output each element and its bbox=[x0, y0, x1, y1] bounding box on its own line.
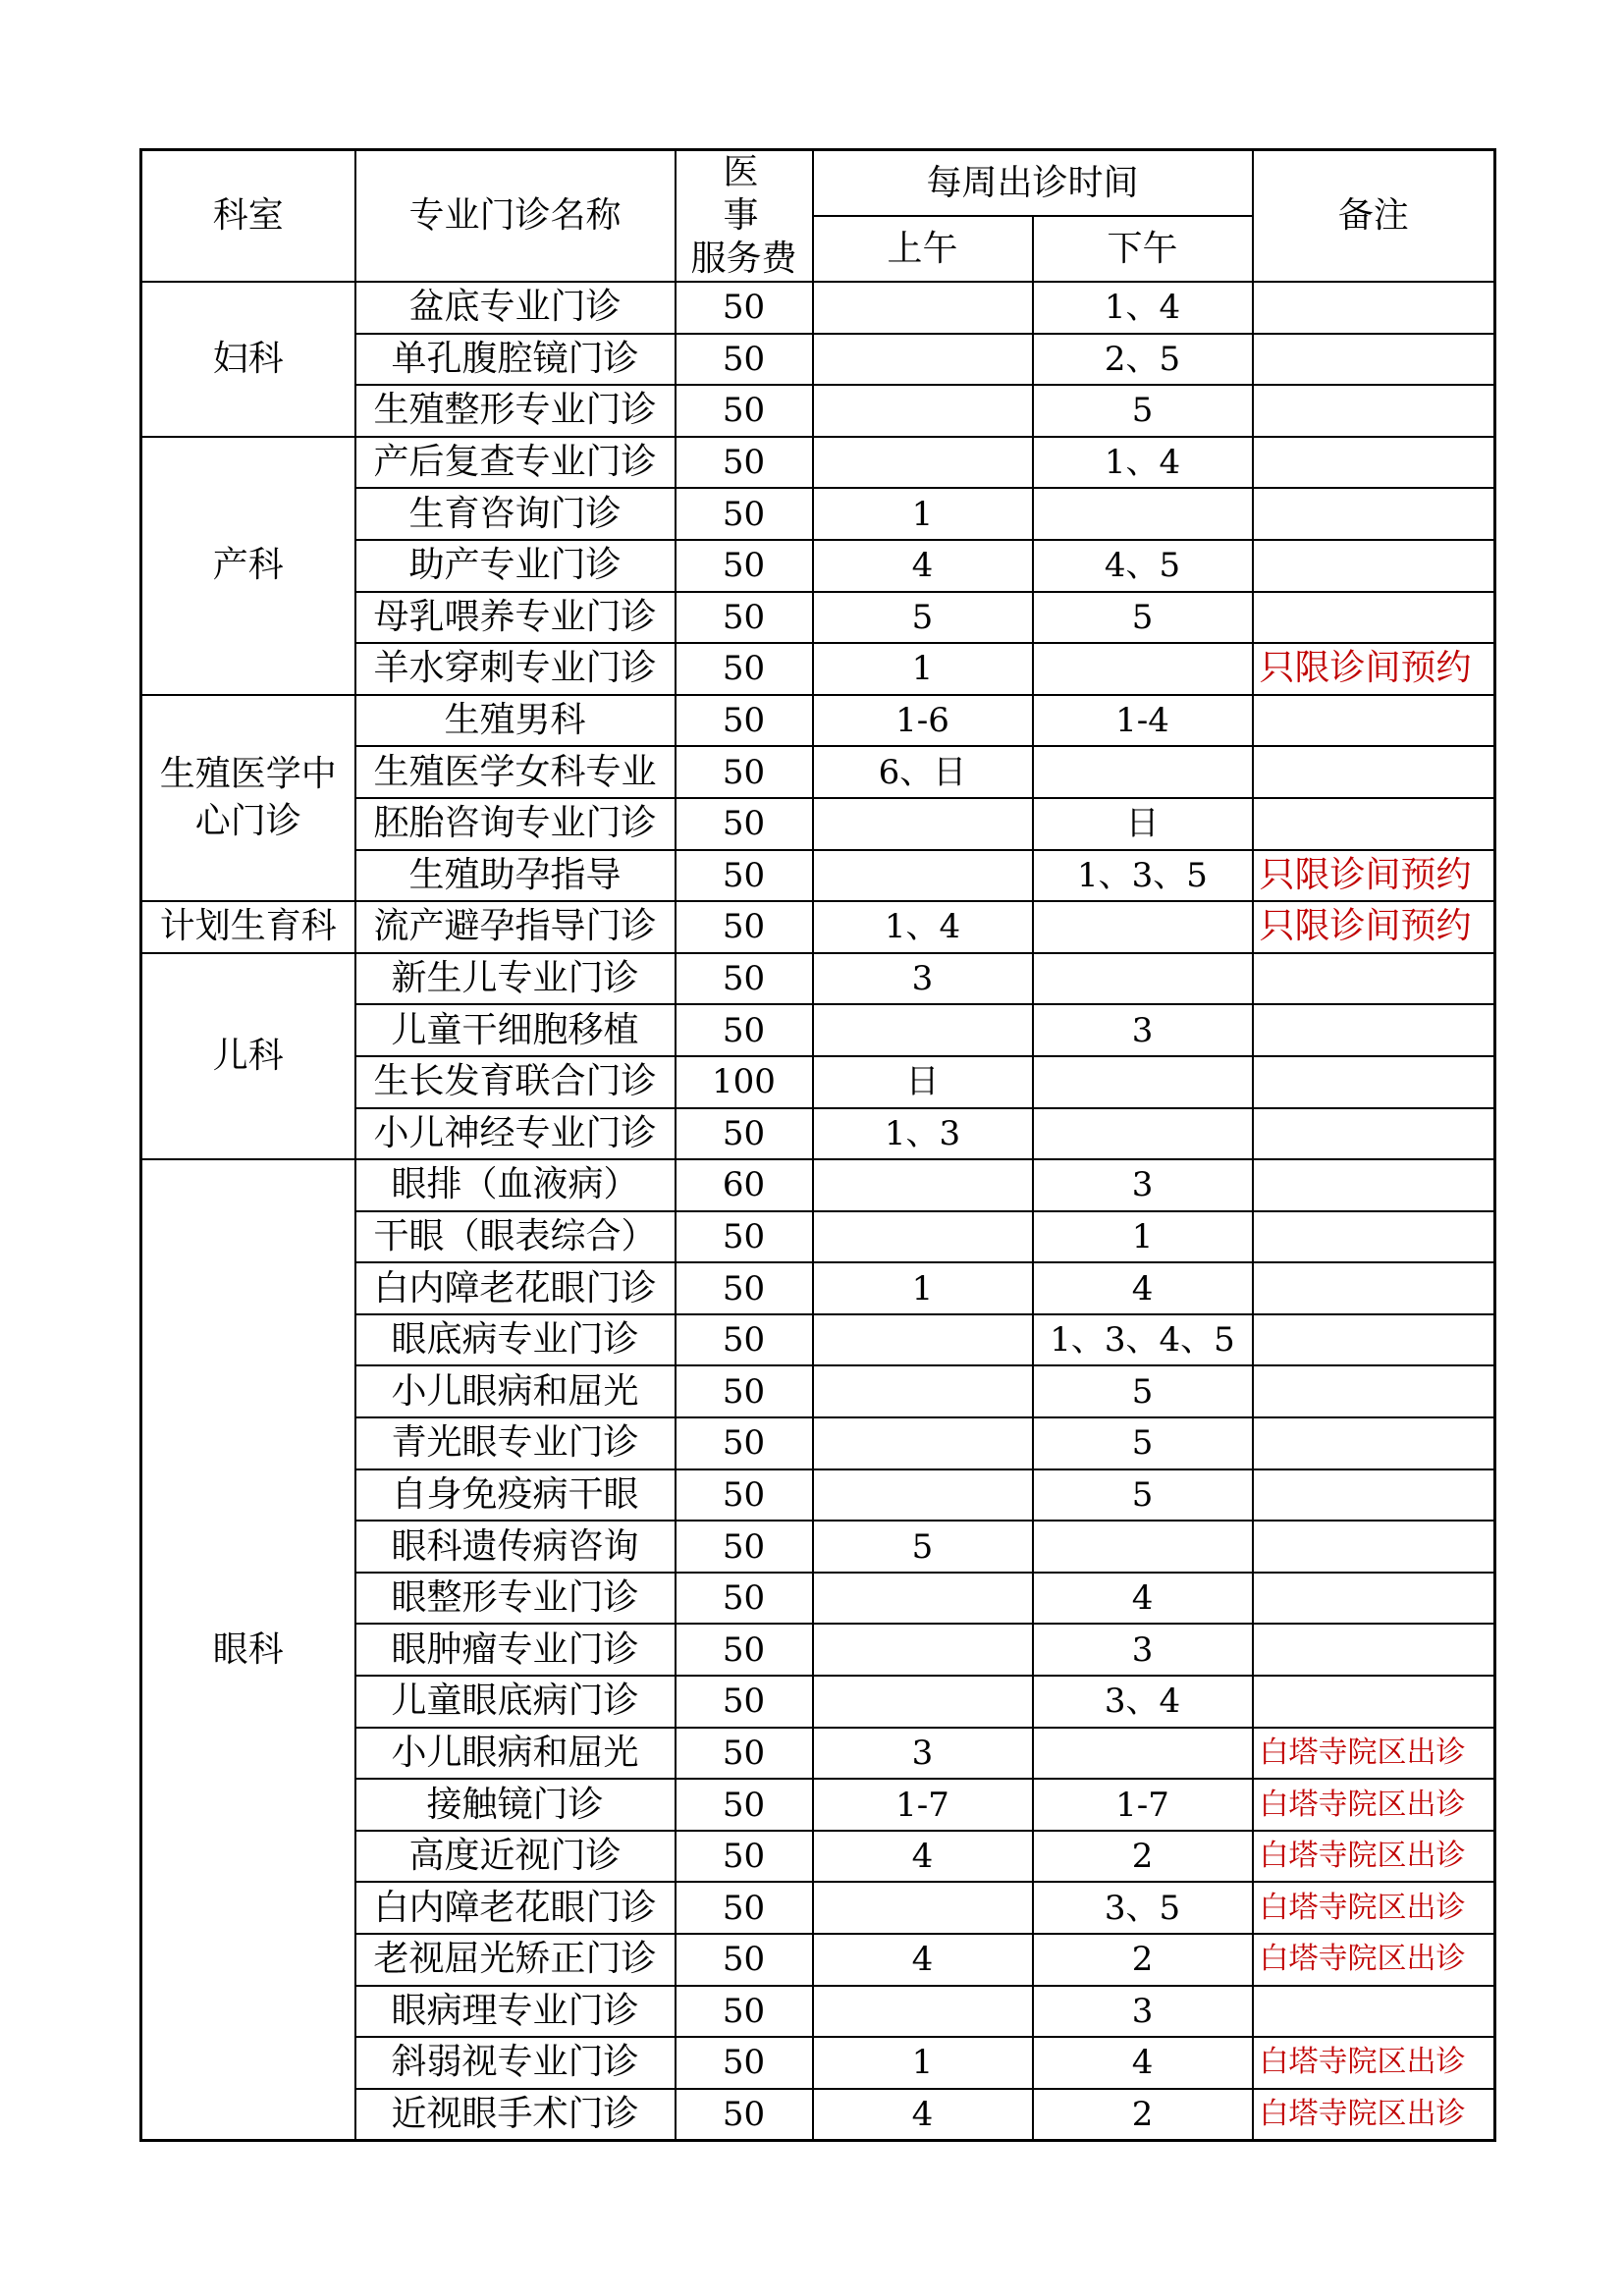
dept-cell: 妇科 bbox=[141, 282, 355, 437]
morning-cell: 1 bbox=[813, 643, 1033, 695]
afternoon-cell: 2 bbox=[1033, 1934, 1253, 1986]
afternoon-cell: 5 bbox=[1033, 1417, 1253, 1469]
morning-cell bbox=[813, 437, 1033, 489]
morning-cell bbox=[813, 1882, 1033, 1934]
remark-cell: 只限诊间预约 bbox=[1253, 643, 1495, 695]
header-fee-line1: 医事 bbox=[723, 152, 794, 236]
fee-cell: 50 bbox=[676, 2037, 813, 2089]
morning-cell bbox=[813, 850, 1033, 902]
clinic-name-cell: 羊水穿刺专业门诊 bbox=[355, 643, 676, 695]
remark-cell bbox=[1253, 1056, 1495, 1108]
afternoon-cell: 日 bbox=[1033, 798, 1253, 850]
remark-cell bbox=[1253, 282, 1495, 334]
fee-cell: 50 bbox=[676, 1831, 813, 1883]
afternoon-cell bbox=[1033, 901, 1253, 953]
remark-cell bbox=[1253, 1159, 1495, 1211]
clinic-name-cell: 生殖助孕指导 bbox=[355, 850, 676, 902]
afternoon-cell: 2 bbox=[1033, 1831, 1253, 1883]
morning-cell bbox=[813, 334, 1033, 386]
afternoon-cell: 1、3、5 bbox=[1033, 850, 1253, 902]
remark-cell bbox=[1253, 1573, 1495, 1625]
morning-cell: 5 bbox=[813, 1521, 1033, 1573]
fee-cell: 50 bbox=[676, 1573, 813, 1625]
remark-cell bbox=[1253, 1211, 1495, 1263]
fee-cell: 50 bbox=[676, 540, 813, 592]
remark-cell bbox=[1253, 592, 1495, 644]
remark-cell bbox=[1253, 1314, 1495, 1366]
afternoon-cell: 1 bbox=[1033, 1211, 1253, 1263]
remark-cell bbox=[1253, 1004, 1495, 1056]
fee-cell: 50 bbox=[676, 334, 813, 386]
fee-cell: 50 bbox=[676, 1779, 813, 1831]
morning-cell: 1-6 bbox=[813, 695, 1033, 747]
header-remark: 备注 bbox=[1253, 150, 1495, 283]
clinic-name-cell: 眼科遗传病咨询 bbox=[355, 1521, 676, 1573]
morning-cell bbox=[813, 1365, 1033, 1417]
clinic-name-cell: 干眼（眼表综合） bbox=[355, 1211, 676, 1263]
afternoon-cell bbox=[1033, 1108, 1253, 1160]
remark-cell bbox=[1253, 1365, 1495, 1417]
fee-cell: 50 bbox=[676, 746, 813, 798]
fee-cell: 50 bbox=[676, 1211, 813, 1263]
morning-cell bbox=[813, 798, 1033, 850]
clinic-name-cell: 白内障老花眼门诊 bbox=[355, 1262, 676, 1314]
clinic-name-cell: 眼肿瘤专业门诊 bbox=[355, 1624, 676, 1676]
remark-cell: 只限诊间预约 bbox=[1253, 901, 1495, 953]
clinic-name-cell: 小儿眼病和屈光 bbox=[355, 1728, 676, 1780]
morning-cell: 1 bbox=[813, 1262, 1033, 1314]
morning-cell bbox=[813, 1624, 1033, 1676]
remark-cell: 白塔寺院区出诊 bbox=[1253, 1831, 1495, 1883]
table-row bbox=[141, 1159, 1495, 1211]
remark-cell bbox=[1253, 695, 1495, 747]
remark-cell bbox=[1253, 953, 1495, 1005]
clinic-name-cell: 产后复查专业门诊 bbox=[355, 437, 676, 489]
remark-cell: 白塔寺院区出诊 bbox=[1253, 1934, 1495, 1986]
afternoon-cell: 1、3、4、5 bbox=[1033, 1314, 1253, 1366]
morning-cell bbox=[813, 1314, 1033, 1366]
remark-cell bbox=[1253, 1108, 1495, 1160]
fee-cell: 50 bbox=[676, 1676, 813, 1728]
morning-cell: 1-7 bbox=[813, 1779, 1033, 1831]
morning-cell: 3 bbox=[813, 953, 1033, 1005]
remark-cell: 白塔寺院区出诊 bbox=[1253, 2037, 1495, 2089]
morning-cell bbox=[813, 1469, 1033, 1522]
clinic-name-cell: 胚胎咨询专业门诊 bbox=[355, 798, 676, 850]
table-row bbox=[141, 901, 1495, 953]
morning-cell bbox=[813, 1211, 1033, 1263]
clinic-name-cell: 生殖整形专业门诊 bbox=[355, 385, 676, 437]
fee-cell: 50 bbox=[676, 437, 813, 489]
clinic-name-cell: 生殖男科 bbox=[355, 695, 676, 747]
afternoon-cell: 4、5 bbox=[1033, 540, 1253, 592]
morning-cell: 4 bbox=[813, 1831, 1033, 1883]
clinic-name-cell: 新生儿专业门诊 bbox=[355, 953, 676, 1005]
morning-cell: 日 bbox=[813, 1056, 1033, 1108]
afternoon-cell: 1、4 bbox=[1033, 437, 1253, 489]
afternoon-cell: 5 bbox=[1033, 592, 1253, 644]
clinic-name-cell: 眼病理专业门诊 bbox=[355, 1986, 676, 2038]
fee-cell: 50 bbox=[676, 1365, 813, 1417]
fee-cell: 50 bbox=[676, 1469, 813, 1522]
afternoon-cell bbox=[1033, 1728, 1253, 1780]
fee-cell: 50 bbox=[676, 798, 813, 850]
morning-cell: 1 bbox=[813, 488, 1033, 540]
clinic-name-cell: 母乳喂养专业门诊 bbox=[355, 592, 676, 644]
dept-cell: 儿科 bbox=[141, 953, 355, 1159]
clinic-name-cell: 青光眼专业门诊 bbox=[355, 1417, 676, 1469]
morning-cell: 4 bbox=[813, 2089, 1033, 2141]
clinic-name-cell: 老视屈光矫正门诊 bbox=[355, 1934, 676, 1986]
header-fee bbox=[676, 150, 813, 283]
afternoon-cell: 2、5 bbox=[1033, 334, 1253, 386]
fee-cell: 100 bbox=[676, 1056, 813, 1108]
clinic-name-cell: 盆底专业门诊 bbox=[355, 282, 676, 334]
afternoon-cell bbox=[1033, 953, 1253, 1005]
dept-cell: 生殖医学中心门诊 bbox=[141, 695, 355, 901]
fee-cell: 50 bbox=[676, 1728, 813, 1780]
clinic-name-cell: 眼整形专业门诊 bbox=[355, 1573, 676, 1625]
afternoon-cell bbox=[1033, 1056, 1253, 1108]
table-header bbox=[141, 150, 1495, 283]
fee-cell: 50 bbox=[676, 1986, 813, 2038]
morning-cell: 1、3 bbox=[813, 1108, 1033, 1160]
afternoon-cell: 3、5 bbox=[1033, 1882, 1253, 1934]
afternoon-cell: 3 bbox=[1033, 1624, 1253, 1676]
table-row bbox=[141, 437, 1495, 489]
afternoon-cell bbox=[1033, 488, 1253, 540]
afternoon-cell: 3、4 bbox=[1033, 1676, 1253, 1728]
fee-cell: 50 bbox=[676, 850, 813, 902]
fee-cell: 50 bbox=[676, 1624, 813, 1676]
remark-cell: 白塔寺院区出诊 bbox=[1253, 2089, 1495, 2141]
afternoon-cell bbox=[1033, 1521, 1253, 1573]
afternoon-cell bbox=[1033, 746, 1253, 798]
clinic-schedule-table bbox=[139, 148, 1496, 2142]
clinic-name-cell: 斜弱视专业门诊 bbox=[355, 2037, 676, 2089]
fee-cell: 50 bbox=[676, 643, 813, 695]
fee-cell: 50 bbox=[676, 2089, 813, 2141]
afternoon-cell: 1、4 bbox=[1033, 282, 1253, 334]
afternoon-cell: 4 bbox=[1033, 2037, 1253, 2089]
fee-cell: 50 bbox=[676, 1314, 813, 1366]
header-afternoon: 下午 bbox=[1033, 216, 1253, 282]
header-clinic-name: 专业门诊名称 bbox=[355, 150, 676, 283]
remark-cell: 只限诊间预约 bbox=[1253, 850, 1495, 902]
afternoon-cell: 1-4 bbox=[1033, 695, 1253, 747]
afternoon-cell bbox=[1033, 643, 1253, 695]
fee-cell: 50 bbox=[676, 1108, 813, 1160]
afternoon-cell: 3 bbox=[1033, 1159, 1253, 1211]
afternoon-cell: 5 bbox=[1033, 1365, 1253, 1417]
remark-cell bbox=[1253, 1521, 1495, 1573]
morning-cell: 1 bbox=[813, 2037, 1033, 2089]
clinic-name-cell: 流产避孕指导门诊 bbox=[355, 901, 676, 953]
afternoon-cell: 1-7 bbox=[1033, 1779, 1253, 1831]
afternoon-cell: 3 bbox=[1033, 1986, 1253, 2038]
fee-cell: 50 bbox=[676, 385, 813, 437]
clinic-name-cell: 生殖医学女科专业 bbox=[355, 746, 676, 798]
clinic-name-cell: 高度近视门诊 bbox=[355, 1831, 676, 1883]
afternoon-cell: 3 bbox=[1033, 1004, 1253, 1056]
remark-cell bbox=[1253, 1417, 1495, 1469]
morning-cell bbox=[813, 1004, 1033, 1056]
clinic-name-cell: 眼底病专业门诊 bbox=[355, 1314, 676, 1366]
table-row bbox=[141, 282, 1495, 334]
fee-cell: 50 bbox=[676, 1004, 813, 1056]
morning-cell bbox=[813, 1417, 1033, 1469]
dept-cell: 计划生育科 bbox=[141, 901, 355, 953]
clinic-name-cell: 儿童眼底病门诊 bbox=[355, 1676, 676, 1728]
morning-cell bbox=[813, 385, 1033, 437]
remark-cell bbox=[1253, 540, 1495, 592]
clinic-name-cell: 接触镜门诊 bbox=[355, 1779, 676, 1831]
clinic-name-cell: 生长发育联合门诊 bbox=[355, 1056, 676, 1108]
remark-cell: 白塔寺院区出诊 bbox=[1253, 1728, 1495, 1780]
morning-cell: 4 bbox=[813, 1934, 1033, 1986]
header-fee-line2: 服务费 bbox=[690, 239, 797, 279]
morning-cell: 5 bbox=[813, 592, 1033, 644]
clinic-name-cell: 儿童干细胞移植 bbox=[355, 1004, 676, 1056]
remark-cell bbox=[1253, 488, 1495, 540]
morning-cell: 1、4 bbox=[813, 901, 1033, 953]
morning-cell: 6、日 bbox=[813, 746, 1033, 798]
fee-cell: 50 bbox=[676, 1521, 813, 1573]
dept-cell: 眼科 bbox=[141, 1159, 355, 2141]
morning-cell: 4 bbox=[813, 540, 1033, 592]
fee-cell: 50 bbox=[676, 901, 813, 953]
fee-cell: 50 bbox=[676, 592, 813, 644]
afternoon-cell: 2 bbox=[1033, 2089, 1253, 2141]
afternoon-cell: 5 bbox=[1033, 1469, 1253, 1522]
clinic-name-cell: 自身免疫病干眼 bbox=[355, 1469, 676, 1522]
remark-cell bbox=[1253, 1676, 1495, 1728]
remark-cell: 白塔寺院区出诊 bbox=[1253, 1779, 1495, 1831]
morning-cell bbox=[813, 1986, 1033, 2038]
afternoon-cell: 5 bbox=[1033, 385, 1253, 437]
header-weekly-schedule: 每周出诊时间 bbox=[813, 150, 1253, 217]
header-dept: 科室 bbox=[141, 150, 355, 283]
fee-cell: 50 bbox=[676, 282, 813, 334]
remark-cell bbox=[1253, 437, 1495, 489]
clinic-name-cell: 单孔腹腔镜门诊 bbox=[355, 334, 676, 386]
morning-cell: 3 bbox=[813, 1728, 1033, 1780]
header-row-top bbox=[141, 150, 1495, 217]
remark-cell bbox=[1253, 1986, 1495, 2038]
remark-cell bbox=[1253, 385, 1495, 437]
afternoon-cell: 4 bbox=[1033, 1262, 1253, 1314]
remark-cell bbox=[1253, 1469, 1495, 1522]
fee-cell: 50 bbox=[676, 695, 813, 747]
fee-cell: 50 bbox=[676, 1934, 813, 1986]
fee-cell: 50 bbox=[676, 488, 813, 540]
morning-cell bbox=[813, 1159, 1033, 1211]
clinic-name-cell: 近视眼手术门诊 bbox=[355, 2089, 676, 2141]
remark-cell bbox=[1253, 798, 1495, 850]
remark-cell bbox=[1253, 334, 1495, 386]
morning-cell bbox=[813, 1573, 1033, 1625]
table-row bbox=[141, 953, 1495, 1005]
remark-cell bbox=[1253, 1624, 1495, 1676]
table-body bbox=[141, 282, 1495, 2141]
fee-cell: 50 bbox=[676, 1417, 813, 1469]
remark-cell: 白塔寺院区出诊 bbox=[1253, 1882, 1495, 1934]
table-row bbox=[141, 695, 1495, 747]
clinic-name-cell: 白内障老花眼门诊 bbox=[355, 1882, 676, 1934]
remark-cell bbox=[1253, 746, 1495, 798]
remark-cell bbox=[1253, 1262, 1495, 1314]
clinic-name-cell: 小儿眼病和屈光 bbox=[355, 1365, 676, 1417]
fee-cell: 60 bbox=[676, 1159, 813, 1211]
morning-cell bbox=[813, 282, 1033, 334]
clinic-name-cell: 助产专业门诊 bbox=[355, 540, 676, 592]
dept-cell: 产科 bbox=[141, 437, 355, 695]
fee-cell: 50 bbox=[676, 1882, 813, 1934]
morning-cell bbox=[813, 1676, 1033, 1728]
clinic-name-cell: 生育咨询门诊 bbox=[355, 488, 676, 540]
fee-cell: 50 bbox=[676, 1262, 813, 1314]
clinic-name-cell: 小儿神经专业门诊 bbox=[355, 1108, 676, 1160]
header-morning: 上午 bbox=[813, 216, 1033, 282]
afternoon-cell: 4 bbox=[1033, 1573, 1253, 1625]
clinic-name-cell: 眼排（血液病） bbox=[355, 1159, 676, 1211]
fee-cell: 50 bbox=[676, 953, 813, 1005]
